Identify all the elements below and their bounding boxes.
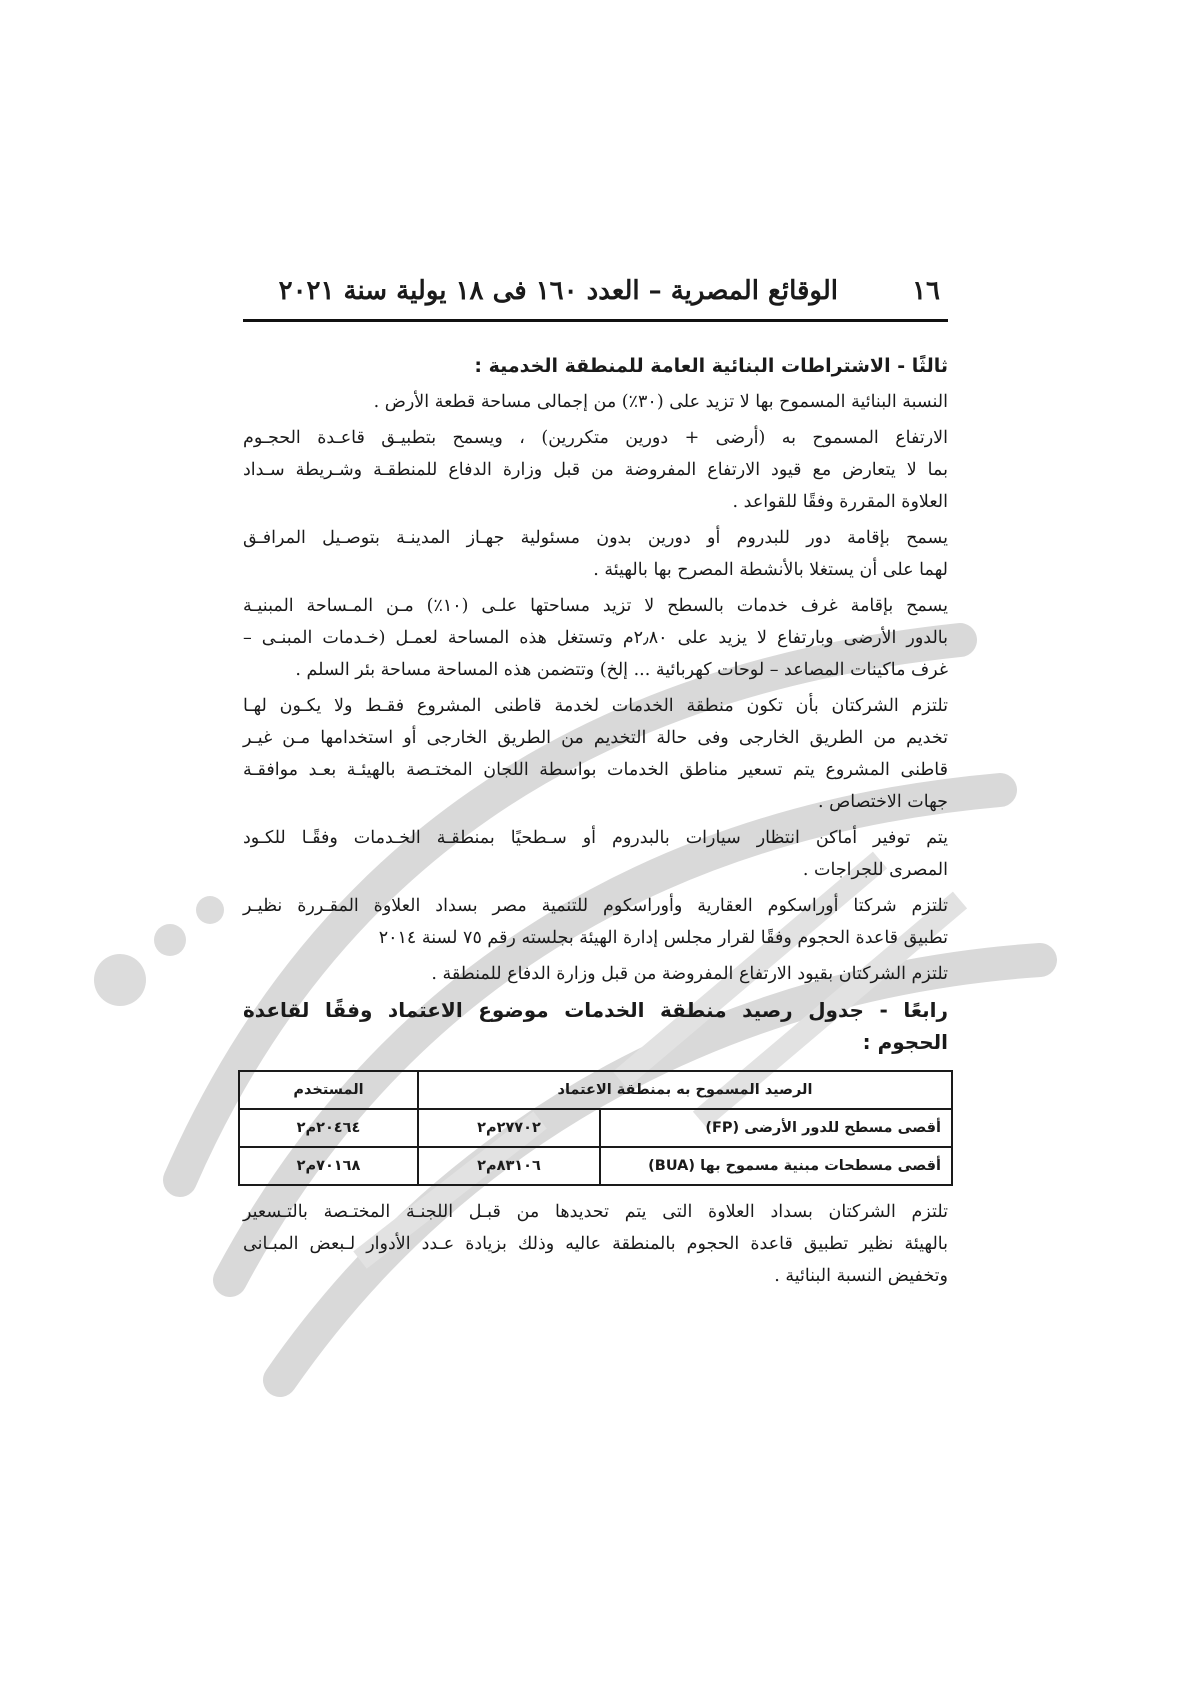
page-header (243, 272, 948, 322)
paragraph (243, 386, 948, 418)
table-row (239, 1109, 952, 1147)
paragraph (243, 422, 948, 518)
paragraph (243, 890, 948, 954)
allowed-value: ٨٣١٠٦م٢ (418, 1147, 600, 1185)
row-label: أقصى مسطحات مبنية مسموح بها (BUA) (600, 1147, 952, 1185)
paragraph (243, 522, 948, 586)
used-value: ٧٠١٦٨م٢ (239, 1147, 418, 1185)
paragraph (243, 1196, 948, 1292)
text-line: تطبيق قاعدة الحجوم وفقًا لقرار مجلس إدارة الهيئة بجلسته رقم ٧٥ لسنة ٢٠١٤ (378, 928, 948, 948)
column-header-allowed: الرصيد المسموح به بمنطقة الاعتماد (418, 1071, 952, 1109)
text-line: وتخفيض النسبة البنائية . (774, 1266, 948, 1286)
section-heading-fourth: رابعًا - جدول رصيد منطقة الخدمات موضوع الاعتماد وفقًا لقاعدة الحجوم : (243, 998, 948, 1054)
text-line: يسمح بإقامة دور للبدروم أو دورين بدون مسئولية جهـاز المدينـة بتوصـيل المرافـق (243, 528, 948, 548)
text-line: العلاوة المقررة وفقًا للقواعد . (732, 492, 948, 512)
quota-table (238, 1070, 953, 1186)
row-label: أقصى مسطح للدور الأرضى (FP) (600, 1109, 952, 1147)
text-line: غرف ماكينات المصاعد – لوحات كهربائية ... إلخ) وتتضمن هذه المساحة مساحة بئر السلم . (295, 660, 948, 680)
text-line: تلتزم الشركتان بسداد العلاوة التى يتم تحديدها من قبـل اللجنـة المختـصة بالتـسعير (243, 1202, 948, 1222)
table-header-row (239, 1071, 952, 1109)
text-line: تخديم من الطريق الخارجى وفى حالة التخديم من الطريق الخارجى أو استخدامها مـن غيـر (243, 728, 948, 748)
text-line: جهات الاختصاص . (818, 792, 948, 812)
section-heading-third: ثالثًا - الاشتراطات البنائية العامة للمنطقة الخدمية : (474, 355, 948, 377)
text-line: بالدور الأرضى وبارتفاع لا يزيد على ٢٫٨٠م وتستغل هذه المساحة لعمـل (خـدمات المبنـى – (243, 628, 948, 648)
page-number: ١٦ (912, 276, 940, 306)
text-line: تلتزم الشركتان بأن تكون منطقة الخدمات لخدمة قاطنى المشروع فقـط ولا يكـون لهـا (243, 696, 948, 716)
gazette-title: الوقائع المصرية – العدد ١٦٠ فى ١٨ يولية سنة ٢٠٢١ (278, 276, 838, 306)
text-line: قاطنى المشروع يتم تسعير مناطق الخدمات بواسطة اللجان المختـصة بالهيئـة بعـد موافقـة (243, 760, 948, 780)
table-row (239, 1147, 952, 1185)
text-line: يسمح بإقامة غرف خدمات بالسطح لا تزيد مساحتها علـى (١٠٪) مـن المـساحة المبنيـة (243, 596, 948, 616)
paragraph (243, 958, 948, 990)
paragraph (243, 822, 948, 886)
text-line: بما لا يتعارض مع قيود الارتفاع المفروضة من قبل وزارة الدفاع للمنطقـة وشـريطة سـداد (243, 460, 948, 480)
text-line: بالهيئة نظير تطبيق قاعدة الحجوم بالمنطقة عاليه وذلك بزيادة عـدد الأدوار لـبعض المبـانى (243, 1234, 948, 1254)
text-line: يتم توفير أماكن انتظار سيارات بالبدروم أو سـطحيًا بمنطقـة الخـدمات وفقًـا للكـود (243, 828, 948, 848)
used-value: ٢٠٤٦٤م٢ (239, 1109, 418, 1147)
text-line: تلتزم الشركتان بقيود الارتفاع المفروضة من قبل وزارة الدفاع للمنطقة . (431, 964, 948, 984)
document-body (243, 350, 948, 1296)
text-line: تلتزم شركتا أوراسكوم العقارية وأوراسكوم للتنمية مصر بسداد العلاوة المقـررة نظيـر (243, 896, 948, 916)
column-header-used: المستخدم (239, 1071, 418, 1109)
text-line: النسبة البنائية المسموح بها لا تزيد على (٣٠٪) من إجمالى مساحة قطعة الأرض . (373, 392, 948, 412)
header-divider (243, 319, 948, 322)
paragraph (243, 590, 948, 686)
paragraph (243, 690, 948, 818)
text-line: لهما على أن يستغلا بالأنشطة المصرح بها بالهيئة . (593, 560, 948, 580)
text-line: الارتفاع المسموح به (أرضى + دورين متكررين) ، ويسمح بتطبيـق قاعـدة الحجـوم (243, 428, 948, 448)
allowed-value: ٢٧٧٠٢م٢ (418, 1109, 600, 1147)
text-line: المصرى للجراجات . (802, 860, 948, 880)
